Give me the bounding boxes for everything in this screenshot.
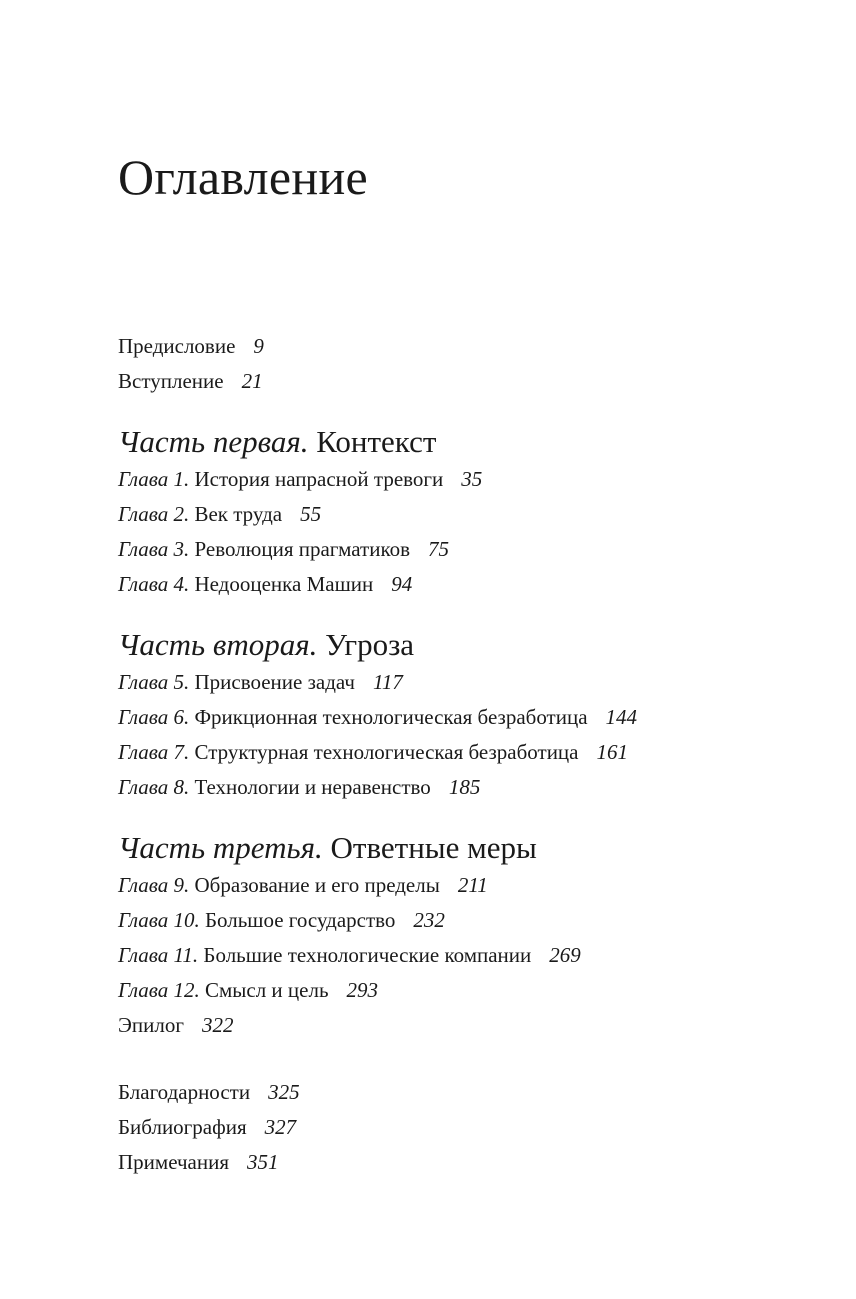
entry-label: Благодарности (118, 1080, 251, 1104)
entry-page-number: 75 (428, 537, 450, 561)
chapter-title: Недооценка Машин (194, 572, 374, 596)
toc-entry-chapter-10[interactable] (118, 903, 581, 938)
front-matter-list (118, 329, 264, 399)
page-title: Оглавление (118, 149, 369, 205)
entry-page-number: 185 (448, 775, 481, 799)
part-title: Угроза (325, 627, 415, 662)
toc-entry-notes[interactable] (118, 1145, 300, 1180)
entry-page-number: 232 (413, 908, 445, 932)
chapter-title: Технологии и неравенство (194, 775, 431, 799)
chapter-title: Большое государство (204, 908, 396, 932)
part-section-2 (118, 625, 637, 805)
entry-page-number: 55 (300, 502, 322, 526)
entry-label: Библиография (118, 1115, 247, 1139)
toc-entry-chapter-9[interactable] (118, 868, 581, 903)
chapter-label: Глава 3. (118, 537, 190, 561)
toc-entry-chapter-7[interactable] (118, 735, 637, 770)
chapter-title: Фрикционная технологическая безработица (194, 705, 588, 729)
entry-page-number: 144 (605, 705, 638, 729)
chapter-label: Глава 2. (118, 502, 190, 526)
entry-label: Примечания (118, 1150, 230, 1174)
part-label: Часть вторая. (118, 627, 318, 662)
entry-label: Эпилог (118, 1013, 184, 1037)
entry-page-number: 269 (549, 943, 581, 967)
toc-entry-bibliography[interactable] (118, 1110, 300, 1145)
part-section-1 (118, 422, 482, 602)
entry-page-number: 327 (264, 1115, 297, 1139)
part-heading[interactable] (118, 828, 581, 868)
part-label: Часть третья. (118, 830, 323, 865)
chapter-label: Глава 11. (118, 943, 199, 967)
toc-entry-acknowledgements[interactable] (118, 1075, 300, 1110)
part-label: Часть первая. (118, 424, 309, 459)
toc-entry-chapter-11[interactable] (118, 938, 581, 973)
chapter-label: Глава 8. (118, 775, 190, 799)
part-section-3 (118, 828, 581, 1043)
entry-page-number: 211 (457, 873, 488, 897)
chapter-title: Смысл и цель (204, 978, 329, 1002)
chapter-title: Присвоение задач (194, 670, 355, 694)
chapter-label: Глава 10. (118, 908, 200, 932)
entry-page-number: 21 (241, 369, 263, 393)
entry-label: Предисловие (118, 334, 236, 358)
chapter-label: Глава 4. (118, 572, 190, 596)
toc-entry-chapter-4[interactable] (118, 567, 482, 602)
part-heading[interactable] (118, 625, 637, 665)
entry-page-number: 94 (391, 572, 413, 596)
toc-entry-chapter-3[interactable] (118, 532, 482, 567)
entry-page-number: 293 (346, 978, 379, 1002)
part-title: Контекст (316, 424, 437, 459)
entry-label: Вступление (118, 369, 224, 393)
chapter-title: Большие технологические компании (203, 943, 532, 967)
toc-entry-chapter-2[interactable] (118, 497, 482, 532)
entry-page-number: 322 (201, 1013, 234, 1037)
chapter-label: Глава 9. (118, 873, 190, 897)
entry-page-number: 325 (268, 1080, 300, 1104)
chapter-label: Глава 7. (118, 740, 190, 764)
chapter-label: Глава 1. (118, 467, 190, 491)
chapter-title: Образование и его пределы (194, 873, 440, 897)
toc-entry-chapter-8[interactable] (118, 770, 637, 805)
toc-entry-introduction[interactable] (118, 364, 264, 399)
toc-entry-chapter-12[interactable] (118, 973, 581, 1008)
entry-page-number: 161 (596, 740, 628, 764)
chapter-label: Глава 6. (118, 705, 190, 729)
chapter-label: Глава 12. (118, 978, 200, 1002)
chapter-label: Глава 5. (118, 670, 190, 694)
toc-entry-chapter-6[interactable] (118, 700, 637, 735)
part-heading[interactable] (118, 422, 482, 462)
toc-entry-epilogue[interactable] (118, 1008, 581, 1043)
toc-entry-chapter-5[interactable] (118, 665, 637, 700)
entry-page-number: 9 (253, 334, 264, 358)
part-title: Ответные меры (330, 830, 537, 865)
entry-page-number: 117 (372, 670, 403, 694)
chapter-title: История напрасной тревоги (194, 467, 444, 491)
chapter-title: Век труда (194, 502, 283, 526)
toc-entry-chapter-1[interactable] (118, 462, 482, 497)
back-matter-list (118, 1075, 300, 1180)
chapter-title: Революция прагматиков (194, 537, 411, 561)
entry-page-number: 351 (247, 1150, 279, 1174)
toc-entry-preface[interactable] (118, 329, 264, 364)
chapter-title: Структурная технологическая безработица (194, 740, 579, 764)
entry-page-number: 35 (461, 467, 483, 491)
